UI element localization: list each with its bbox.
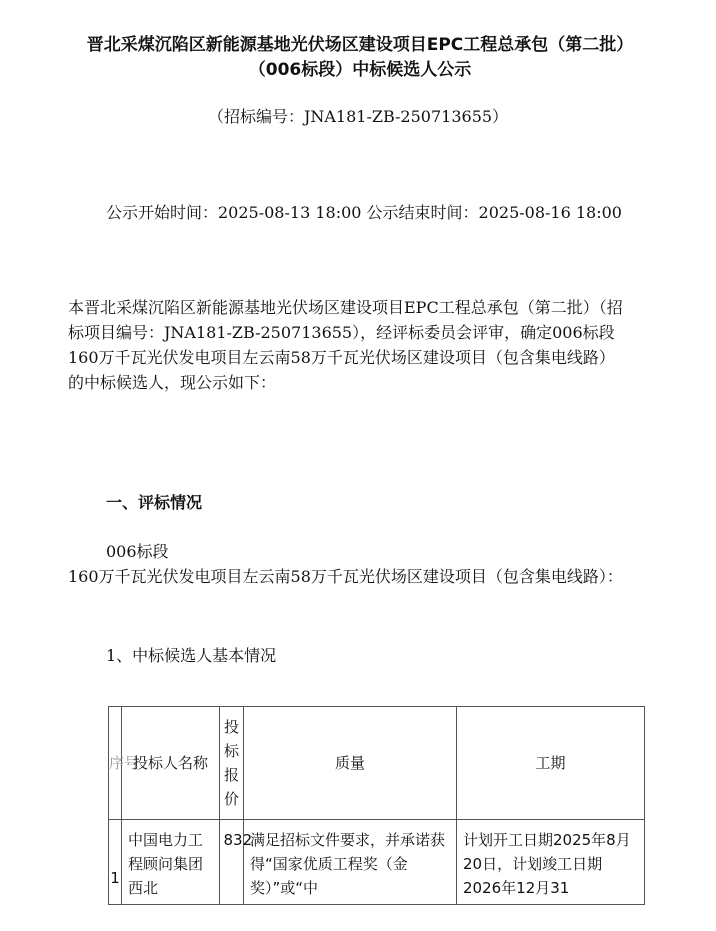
candidate-table <box>108 706 645 905</box>
header-period: 工期 <box>457 707 645 820</box>
header-quality: 质量 <box>244 707 457 820</box>
row-period: 计划开工日期2025年8月20日，计划竣工日期2026年12月31 <box>463 831 631 897</box>
section-heading-evaluation: 一、评标情况 <box>106 493 203 512</box>
header-seq: 序号 <box>109 754 140 772</box>
row-quality: 满足招标文件要求，并承诺获得“国家优质工程奖（金奖）”或“中 <box>250 831 446 897</box>
lot-description: 160万千瓦光伏发电项目左云南58万千瓦光伏场区建设项目（包含集电线路）： <box>68 567 623 586</box>
table-header-row <box>109 707 645 820</box>
row-seq: 1 <box>110 869 120 887</box>
subsection-heading-candidates: 1、中标候选人基本情况 <box>106 646 277 665</box>
table-row <box>109 820 645 905</box>
row-bidder: 中国电力工程顾问集团西北 <box>128 831 204 897</box>
bid-number: （招标编号：JNA181-ZB-250713655） <box>207 107 509 126</box>
header-price: 投标报价 <box>223 718 239 808</box>
lot-label: 006标段 <box>106 542 169 561</box>
row-price: 832 <box>223 831 253 849</box>
publicity-period: 公示开始时间：2025-08-13 18:00 公示结束时间：2025-08-16 18:00 <box>106 203 622 222</box>
page-title: 晋北采煤沉陷区新能源基地光伏场区建设项目EPC工程总承包（第二批）（006标段）中标候选人公示 <box>86 35 634 80</box>
intro-paragraph: 本晋北采煤沉陷区新能源基地光伏场区建设项目EPC工程总承包（第二批）（招标项目编号：JNA181-ZB-250713655），经评标委员会评审，确定006标段160万千瓦光伏发电项目左云南58万千瓦光伏场区建设项目（包含集电线路）的中标候选人，现公示如下： <box>68 298 623 392</box>
header-bidder: 投标人名称 <box>122 707 220 820</box>
